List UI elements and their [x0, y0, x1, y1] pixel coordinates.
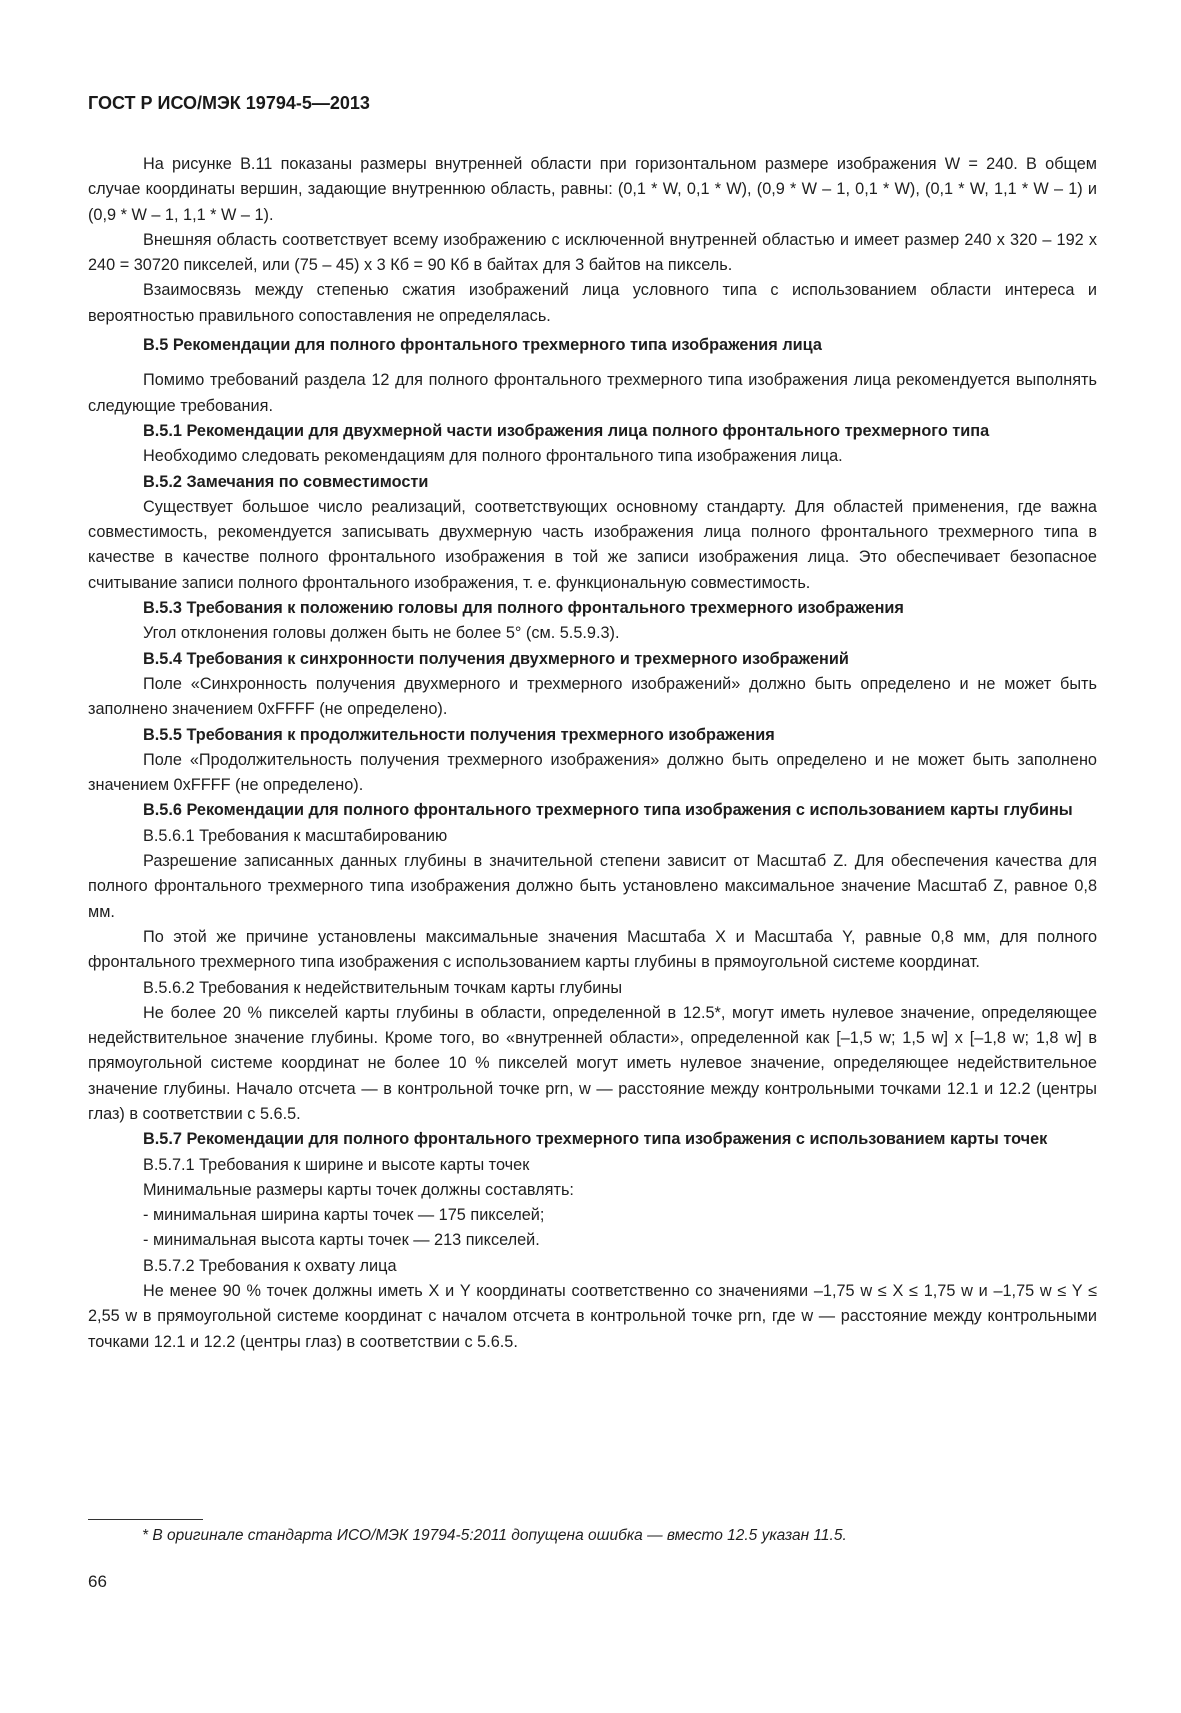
paragraph: Не более 20 % пикселей карты глубины в области, определенной в 12.5*, могут иметь нулевое значение, определяющее недействительное значение глубины. Кроме того, во «внутренней области», определенной как [–1,5 w; 1,5 w] x [–1,8 w; 1,8 w] в прямоугольной системе координат не более 10 % пикселей могут иметь нулевое значение, определяющее недействительное значение глубины. Начало отсчета — в контрольной точке prn, w — расстояние между контрольными точками 12.1 и 12.2 (центры глаз) в соответствии с 5.6.5. [88, 1003, 1097, 1123]
paragraph: На рисунке В.11 показаны размеры внутренней области при горизонтальном размере изображения W = 240. В общем случае координаты вершин, задающие внутреннюю область, равны: (0,1 * W, 0,1 * W), (0,9 * W – 1, 0,1 * W), (0,1 * W, 1,1 * W – 1) и (0,9 * W – 1, 1,1 * W – 1). [88, 155, 1097, 224]
section-heading-b52: В.5.2 Замечания по совместимости [143, 472, 429, 491]
paragraph: Угол отклонения головы должен быть не более 5° (см. 5.5.9.3). [143, 624, 620, 643]
list-item: - минимальная высота карты точек — 213 пикселей. [143, 1231, 540, 1250]
section-heading-b53: В.5.3 Требования к положению головы для полного фронтального трехмерного изображения [143, 599, 904, 618]
section-heading-b57: В.5.7 Рекомендации для полного фронтального трехмерного типа изображения с использованием карты точек [143, 1130, 1048, 1149]
subsection-heading-b562: В.5.6.2 Требования к недействительным точкам карты глубины [143, 978, 623, 997]
section-heading-b5: В.5 Рекомендации для полного фронтального трехмерного типа изображения лица [143, 336, 822, 355]
section-heading-b54: В.5.4 Требования к синхронности получения двухмерного и трехмерного изображений [143, 649, 849, 668]
footnote-divider [88, 1519, 203, 1520]
paragraph: Необходимо следовать рекомендациям для полного фронтального типа изображения лица. [143, 447, 843, 466]
page-number: 66 [88, 1572, 107, 1591]
paragraph: По этой же причине установлены максимальные значения Масштаба X и Масштаба Y, равные 0,8 мм, для полного фронтального трехмерного типа изображения с использованием карты глубины в прямоугольной системе координат. [88, 927, 1097, 972]
subsection-heading-b571: В.5.7.1 Требования к ширине и высоте карты точек [143, 1155, 530, 1174]
subsection-heading-b572: В.5.7.2 Требования к охвату лица [143, 1256, 397, 1275]
paragraph: Внешняя область соответствует всему изображению с исключенной внутренней областью и имеет размер 240 x 320 – 192 x 240 = 30720 пикселей, или (75 – 45) x 3 Кб = 90 Кб в байтах для 3 байтов на пиксель. [88, 230, 1097, 275]
document-header: ГОСТ Р ИСО/МЭК 19794-5—2013 [88, 93, 370, 113]
subsection-heading-b561: В.5.6.1 Требования к масштабированию [143, 826, 448, 845]
paragraph: Поле «Продолжительность получения трехмерного изображения» должно быть определено и не может быть заполнено значением 0xFFFF (не определено). [88, 750, 1097, 795]
section-heading-b51: В.5.1 Рекомендации для двухмерной части изображения лица полного фронтального трехмерного типа [143, 421, 990, 440]
spacer [88, 358, 1097, 368]
footnote: * В оригинале стандарта ИСО/МЭК 19794-5:2011 допущена ошибка — вместо 12.5 указан 11.5. [142, 1527, 847, 1544]
paragraph: Поле «Синхронность получения двухмерного и трехмерного изображений» должно быть определено и не может быть заполнено значением 0xFFFF (не определено). [88, 674, 1097, 719]
paragraph: Помимо требований раздела 12 для полного фронтального трехмерного типа изображения лица рекомендуется выполнять следующие требования. [88, 371, 1097, 415]
page-body [88, 152, 1097, 1355]
section-heading-b55: В.5.5 Требования к продолжительности получения трехмерного изображения [143, 725, 775, 744]
section-heading-b56: В.5.6 Рекомендации для полного фронтального трехмерного типа изображения с использованием карты глубины [143, 801, 1073, 820]
paragraph: Существует большое число реализаций, соответствующих основному стандарту. Для областей применения, где важна совместимость, рекомендуется записывать двухмерную часть изображения лица полного фронтального трехмерного типа в качестве в качестве полного фронтального изображения в той же записи изображения лица. Это обеспечивает безопасное считывание записи полного фронтального изображения, т. е. функциональную совместимость. [88, 497, 1097, 592]
paragraph: Разрешение записанных данных глубины в значительной степени зависит от Масштаб Z. Для обеспечения качества для полного фронтального трехмерного типа изображения должно быть установлено максимальное значение Масштаб Z, равное 0,8 мм. [88, 852, 1097, 921]
list-item: - минимальная ширина карты точек — 175 пикселей; [143, 1206, 545, 1225]
paragraph: Взаимосвязь между степенью сжатия изображений лица условного типа с использованием области интереса и вероятностью правильного сопоставления не определялась. [88, 281, 1097, 325]
paragraph: Минимальные размеры карты точек должны составлять: [143, 1180, 574, 1199]
paragraph: Не менее 90 % точек должны иметь X и Y координаты соответственно со значениями –1,75 w ≤ X ≤ 1,75 w и –1,75 w ≤ Y ≤ 2,55 w в прямоугольной системе координат с началом отсчета в контрольной точке prn, где w — расстояние между контрольными точками 12.1 и 12.2 (центры глаз) в соответствии с 5.6.5. [88, 1282, 1097, 1351]
